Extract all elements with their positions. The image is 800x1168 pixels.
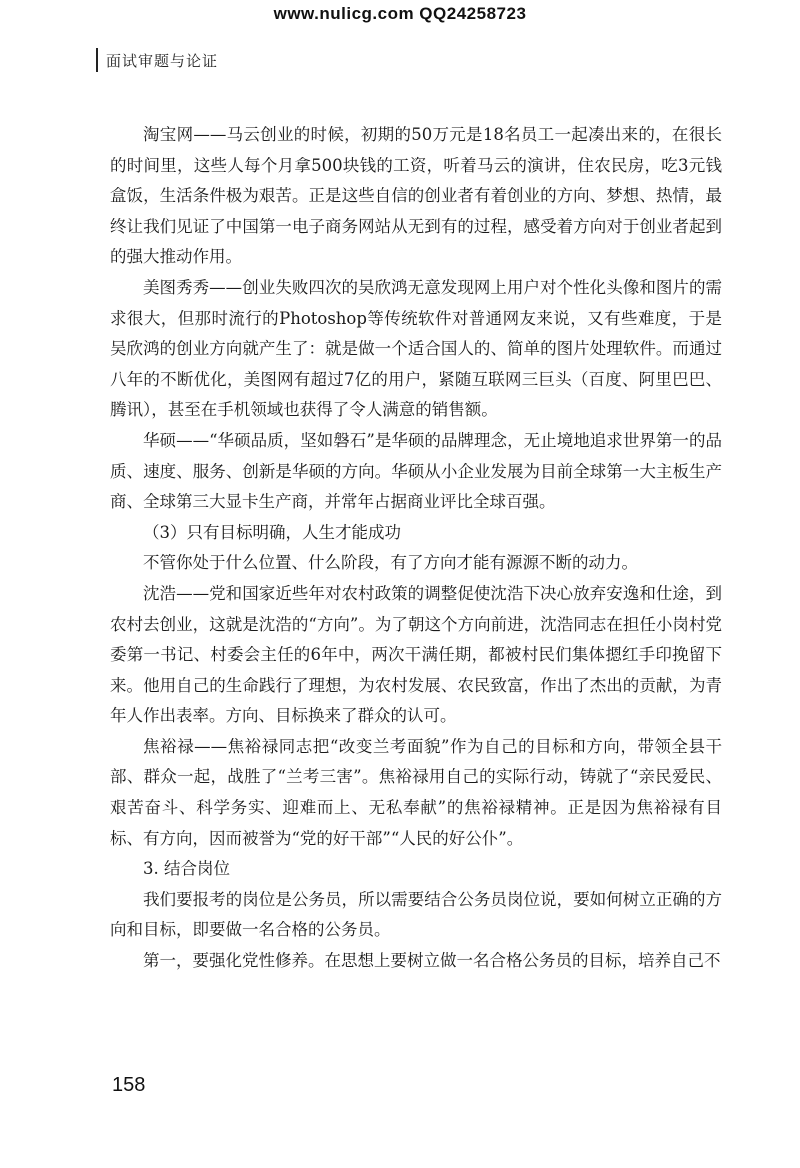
paragraph-direction: 不管你处于什么位置、什么阶段，有了方向才能有源源不断的动力。 [143, 553, 638, 573]
header-rule [96, 48, 98, 72]
running-header [96, 48, 218, 72]
paragraph-jiaoyulu: 焦裕禄——焦裕禄同志把“改变兰考面貌”作为自己的目标和方向，带领全县干部、群众一起，战胜了“兰考三害”。焦裕禄用自己的实际行动，铸就了“亲民爱民、艰苦奋斗、科学务实、迎难而上、无私奉献”的焦裕禄精神。正是因为焦裕禄有目标、有方向，因而被誉为“党的好干部”“人民的好公仆”。 [110, 736, 722, 848]
paragraph-civil-servant: 我们要报考的岗位是公务员，所以需要结合公务员岗位说，要如何树立正确的方向和目标，即要做一名合格的公务员。 [110, 889, 722, 940]
watermark: www.nulicg.com QQ24258723 [273, 4, 527, 23]
paragraph-first-point: 第一，要强化党性修养。在思想上要树立做一名合格公务员的目标，培养自己不 [143, 951, 721, 971]
page-number: 158 [112, 1074, 146, 1096]
section-heading-position: 3. 结合岗位 [143, 859, 230, 879]
header-title: 面试审题与论证 [106, 51, 219, 70]
subheading-goal: （3）只有目标明确，人生才能成功 [143, 522, 401, 542]
body-text [110, 120, 722, 977]
paragraph-taobao: 淘宝网——马云创业的时候，初期的50万元是18名员工一起凑出来的，在很长的时间里，这些人每个月拿500块钱的工资，听着马云的演讲，住农民房，吃3元钱盒饭，生活条件极为艰苦。正是这些自信的创业者有着创业的方向、梦想、热情，最终让我们见证了中国第一电子商务网站从无到有的过程，感受着方向对于创业者起到的强大推动作用。 [110, 125, 722, 267]
paragraph-asus: 华硕——“华硕品质，坚如磐石”是华硕的品牌理念，无止境地追求世界第一的品质、速度、服务、创新是华硕的方向。华硕从小企业发展为目前全球第一大主板生产商、全球第三大显卡生产商，并常年占据商业评比全球百强。 [110, 430, 722, 512]
paragraph-shenhao: 沈浩——党和国家近些年对农村政策的调整促使沈浩下决心放弃安逸和仕途，到农村去创业，这就是沈浩的“方向”。为了朝这个方向前进，沈浩同志在担任小岗村党委第一书记、村委会主任的6年中，两次干满任期，都被村民们集体摁红手印挽留下来。他用自己的生命践行了理想，为农村发展、农民致富，作出了杰出的贡献，为青年人作出表率。方向、目标换来了群众的认可。 [110, 583, 722, 726]
paragraph-meitu: 美图秀秀——创业失败四次的吴欣鸿无意发现网上用户对个性化头像和图片的需求很大，但那时流行的Photoshop等传统软件对普通网友来说，又有些难度，于是吴欣鸿的创业方向就产生了：就是做一个适合国人的、简单的图片处理软件。而通过八年的不断优化，美图网有超过7亿的用户，紧随互联网三巨头（百度、阿里巴巴、腾讯），甚至在手机领域也获得了令人满意的销售额。 [110, 277, 722, 420]
